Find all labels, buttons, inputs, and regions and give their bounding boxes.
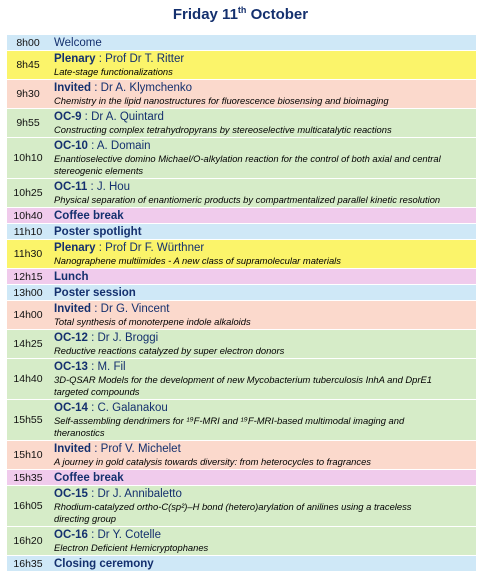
talk-title-line: Rhodium-catalyzed ortho-C(sp²)–H bond (hetero)arylation of anilines using a traceless xyxy=(54,501,412,512)
speaker-name: Dr A. Quintard xyxy=(91,111,164,123)
session-type: OC-16 xyxy=(54,529,88,541)
speaker-name: Dr A. Klymchenko xyxy=(100,82,193,94)
session-content xyxy=(54,52,473,78)
schedule-row xyxy=(7,301,476,330)
speaker-name: A. Domain xyxy=(96,140,151,152)
time-slot: 10h10 xyxy=(13,152,43,164)
time-slot: 9h30 xyxy=(16,88,40,100)
speaker-name: C. Galanakou xyxy=(97,402,168,414)
session-type: Invited xyxy=(54,303,92,315)
speaker-name: Prof V. Michelet xyxy=(100,443,181,455)
time-slot: 9h55 xyxy=(16,117,40,129)
session-type: OC-10 xyxy=(54,140,88,152)
session-heading xyxy=(54,401,473,415)
schedule-row xyxy=(7,35,476,51)
title-month: October xyxy=(246,6,309,23)
schedule-row xyxy=(7,441,476,470)
speaker-name: J. Hou xyxy=(96,181,131,193)
separator: : xyxy=(87,181,97,193)
talk-title-line: Electron Deficient Hemicryptophanes xyxy=(54,542,209,553)
speaker-name: M. Fil xyxy=(97,361,126,373)
session-content xyxy=(54,139,473,177)
speaker-name: Dr J. Annibaletto xyxy=(97,488,182,500)
time-slot: 14h00 xyxy=(13,309,43,321)
talk-title-line: Constructing complex tetrahydropyrans by stereoselective multicatalytic reactions xyxy=(54,124,392,135)
talk-title-line: Enantioselective domino Michael/O-alkylation reaction for the control of both axial and central xyxy=(54,153,441,164)
session-content xyxy=(54,528,473,554)
time-slot: 11h30 xyxy=(13,248,43,260)
session-content xyxy=(54,241,473,267)
session-label: Lunch xyxy=(54,271,89,283)
session-type: OC-9 xyxy=(54,111,82,123)
time-slot: 10h25 xyxy=(13,187,43,199)
separator: : xyxy=(91,443,101,455)
session-type: Invited xyxy=(54,443,92,455)
session-type: OC-11 xyxy=(54,181,88,193)
talk-title-line: directing group xyxy=(54,513,117,524)
separator: : xyxy=(95,53,106,65)
talk-title-line: Nanographene multiimides - A new class of supramolecular materials xyxy=(54,255,341,266)
schedule-row xyxy=(7,179,476,208)
speaker-name: Dr Y. Cotelle xyxy=(97,529,161,541)
schedule-row xyxy=(7,285,476,301)
schedule-row xyxy=(7,80,476,109)
welcome-label: Welcome xyxy=(54,37,102,49)
talk-title-line: Late-stage functionalizations xyxy=(54,66,173,77)
time-slot: 8h45 xyxy=(16,59,40,71)
time-slot: 15h35 xyxy=(13,472,43,484)
talk-title-line: Total synthesis of monoterpene indole alkaloids xyxy=(54,316,251,327)
session-heading xyxy=(54,139,473,153)
session-label: Poster spotlight xyxy=(54,226,142,238)
schedule-row xyxy=(7,138,476,179)
schedule-row xyxy=(7,208,476,224)
separator: : xyxy=(87,332,98,344)
separator: : xyxy=(87,140,97,152)
session-content xyxy=(54,557,473,571)
schedule-row xyxy=(7,359,476,400)
talk-title-line: theranostics xyxy=(54,427,105,438)
separator: : xyxy=(91,82,101,94)
session-heading xyxy=(54,331,473,345)
schedule-row xyxy=(7,51,476,80)
session-content xyxy=(54,270,473,284)
session-content xyxy=(54,36,473,50)
session-content xyxy=(54,225,473,239)
session-content xyxy=(54,442,473,468)
time-slot: 13h00 xyxy=(13,287,43,299)
session-content xyxy=(54,471,473,485)
time-slot: 10h40 xyxy=(13,210,43,222)
session-content xyxy=(54,81,473,107)
title-superscript: th xyxy=(237,5,247,15)
session-type: OC-15 xyxy=(54,488,88,500)
session-content xyxy=(54,401,473,439)
session-heading xyxy=(54,360,473,374)
schedule-row xyxy=(7,240,476,269)
session-content xyxy=(54,331,473,357)
session-content xyxy=(54,487,473,525)
session-content xyxy=(54,110,473,136)
session-type: OC-14 xyxy=(54,402,88,414)
session-label: Coffee break xyxy=(54,472,124,484)
schedule-row xyxy=(7,527,476,556)
talk-title-line: Physical separation of enantiomeric products by compartmentalized parallel kinetic resolution xyxy=(54,194,441,205)
session-content xyxy=(54,360,473,398)
title-text: Friday 11 xyxy=(172,6,238,23)
session-type: OC-12 xyxy=(54,332,88,344)
session-content xyxy=(54,302,473,328)
session-heading xyxy=(54,442,473,456)
schedule-row xyxy=(7,486,476,527)
schedule-row xyxy=(7,330,476,359)
session-heading xyxy=(54,180,473,194)
session-label: Closing ceremony xyxy=(54,558,154,570)
separator: : xyxy=(81,111,92,123)
session-type: Plenary xyxy=(54,242,96,254)
speaker-name: Prof Dr F. Würthner xyxy=(105,242,205,254)
session-heading xyxy=(54,241,473,255)
page-title xyxy=(0,5,481,23)
session-heading xyxy=(54,81,473,95)
schedule-row xyxy=(7,224,476,240)
schedule-row xyxy=(7,556,476,572)
time-slot: 14h40 xyxy=(13,373,43,385)
session-heading xyxy=(54,528,473,542)
separator: : xyxy=(87,529,98,541)
session-type: Plenary xyxy=(54,53,96,65)
time-slot: 16h20 xyxy=(13,535,43,547)
talk-title-line: A journey in gold catalysis towards diversity: from heterocycles to fragrances xyxy=(54,456,371,467)
session-heading xyxy=(54,487,473,501)
speaker-name: Dr J. Broggi xyxy=(97,332,159,344)
time-slot: 16h05 xyxy=(13,500,43,512)
time-slot: 12h15 xyxy=(13,271,43,283)
time-slot: 16h35 xyxy=(13,558,43,570)
schedule-row xyxy=(7,470,476,486)
schedule-row xyxy=(7,400,476,441)
talk-title-line: stereogenic elements xyxy=(54,165,144,176)
session-type: Invited xyxy=(54,82,92,94)
talk-title-line: 3D-QSAR Models for the development of new Mycobacterium tuberculosis InhA and DprE1 xyxy=(54,374,432,385)
schedule-table xyxy=(7,35,476,572)
speaker-name: Prof Dr T. Ritter xyxy=(105,53,185,65)
session-content xyxy=(54,180,473,206)
time-slot: 15h10 xyxy=(13,449,43,461)
time-slot: 15h55 xyxy=(13,414,43,426)
session-heading xyxy=(54,110,473,124)
time-slot: 11h10 xyxy=(13,226,43,238)
session-heading xyxy=(54,302,473,316)
session-content xyxy=(54,286,473,300)
session-heading xyxy=(54,52,473,66)
talk-title-line: targeted compounds xyxy=(54,386,140,397)
separator: : xyxy=(95,242,106,254)
separator: : xyxy=(87,361,98,373)
schedule-row xyxy=(7,269,476,285)
session-type: OC-13 xyxy=(54,361,88,373)
separator: : xyxy=(91,303,101,315)
session-content xyxy=(54,209,473,223)
session-label: Poster session xyxy=(54,287,136,299)
session-label: Coffee break xyxy=(54,210,124,222)
separator: : xyxy=(87,402,98,414)
speaker-name: Dr G. Vincent xyxy=(100,303,170,315)
separator: : xyxy=(87,488,98,500)
talk-title-line: Self-assembling dendrimers for ¹⁹F-MRI and ¹⁹F-MRI-based multimodal imaging and xyxy=(54,415,405,426)
talk-title-line: Reductive reactions catalyzed by super electron donors xyxy=(54,345,285,356)
talk-title-line: Chemistry in the lipid nanostructures for fluorescence biosensing and bioimaging xyxy=(54,95,389,106)
schedule-row xyxy=(7,109,476,138)
time-slot: 8h00 xyxy=(16,37,40,49)
time-slot: 14h25 xyxy=(13,338,43,350)
